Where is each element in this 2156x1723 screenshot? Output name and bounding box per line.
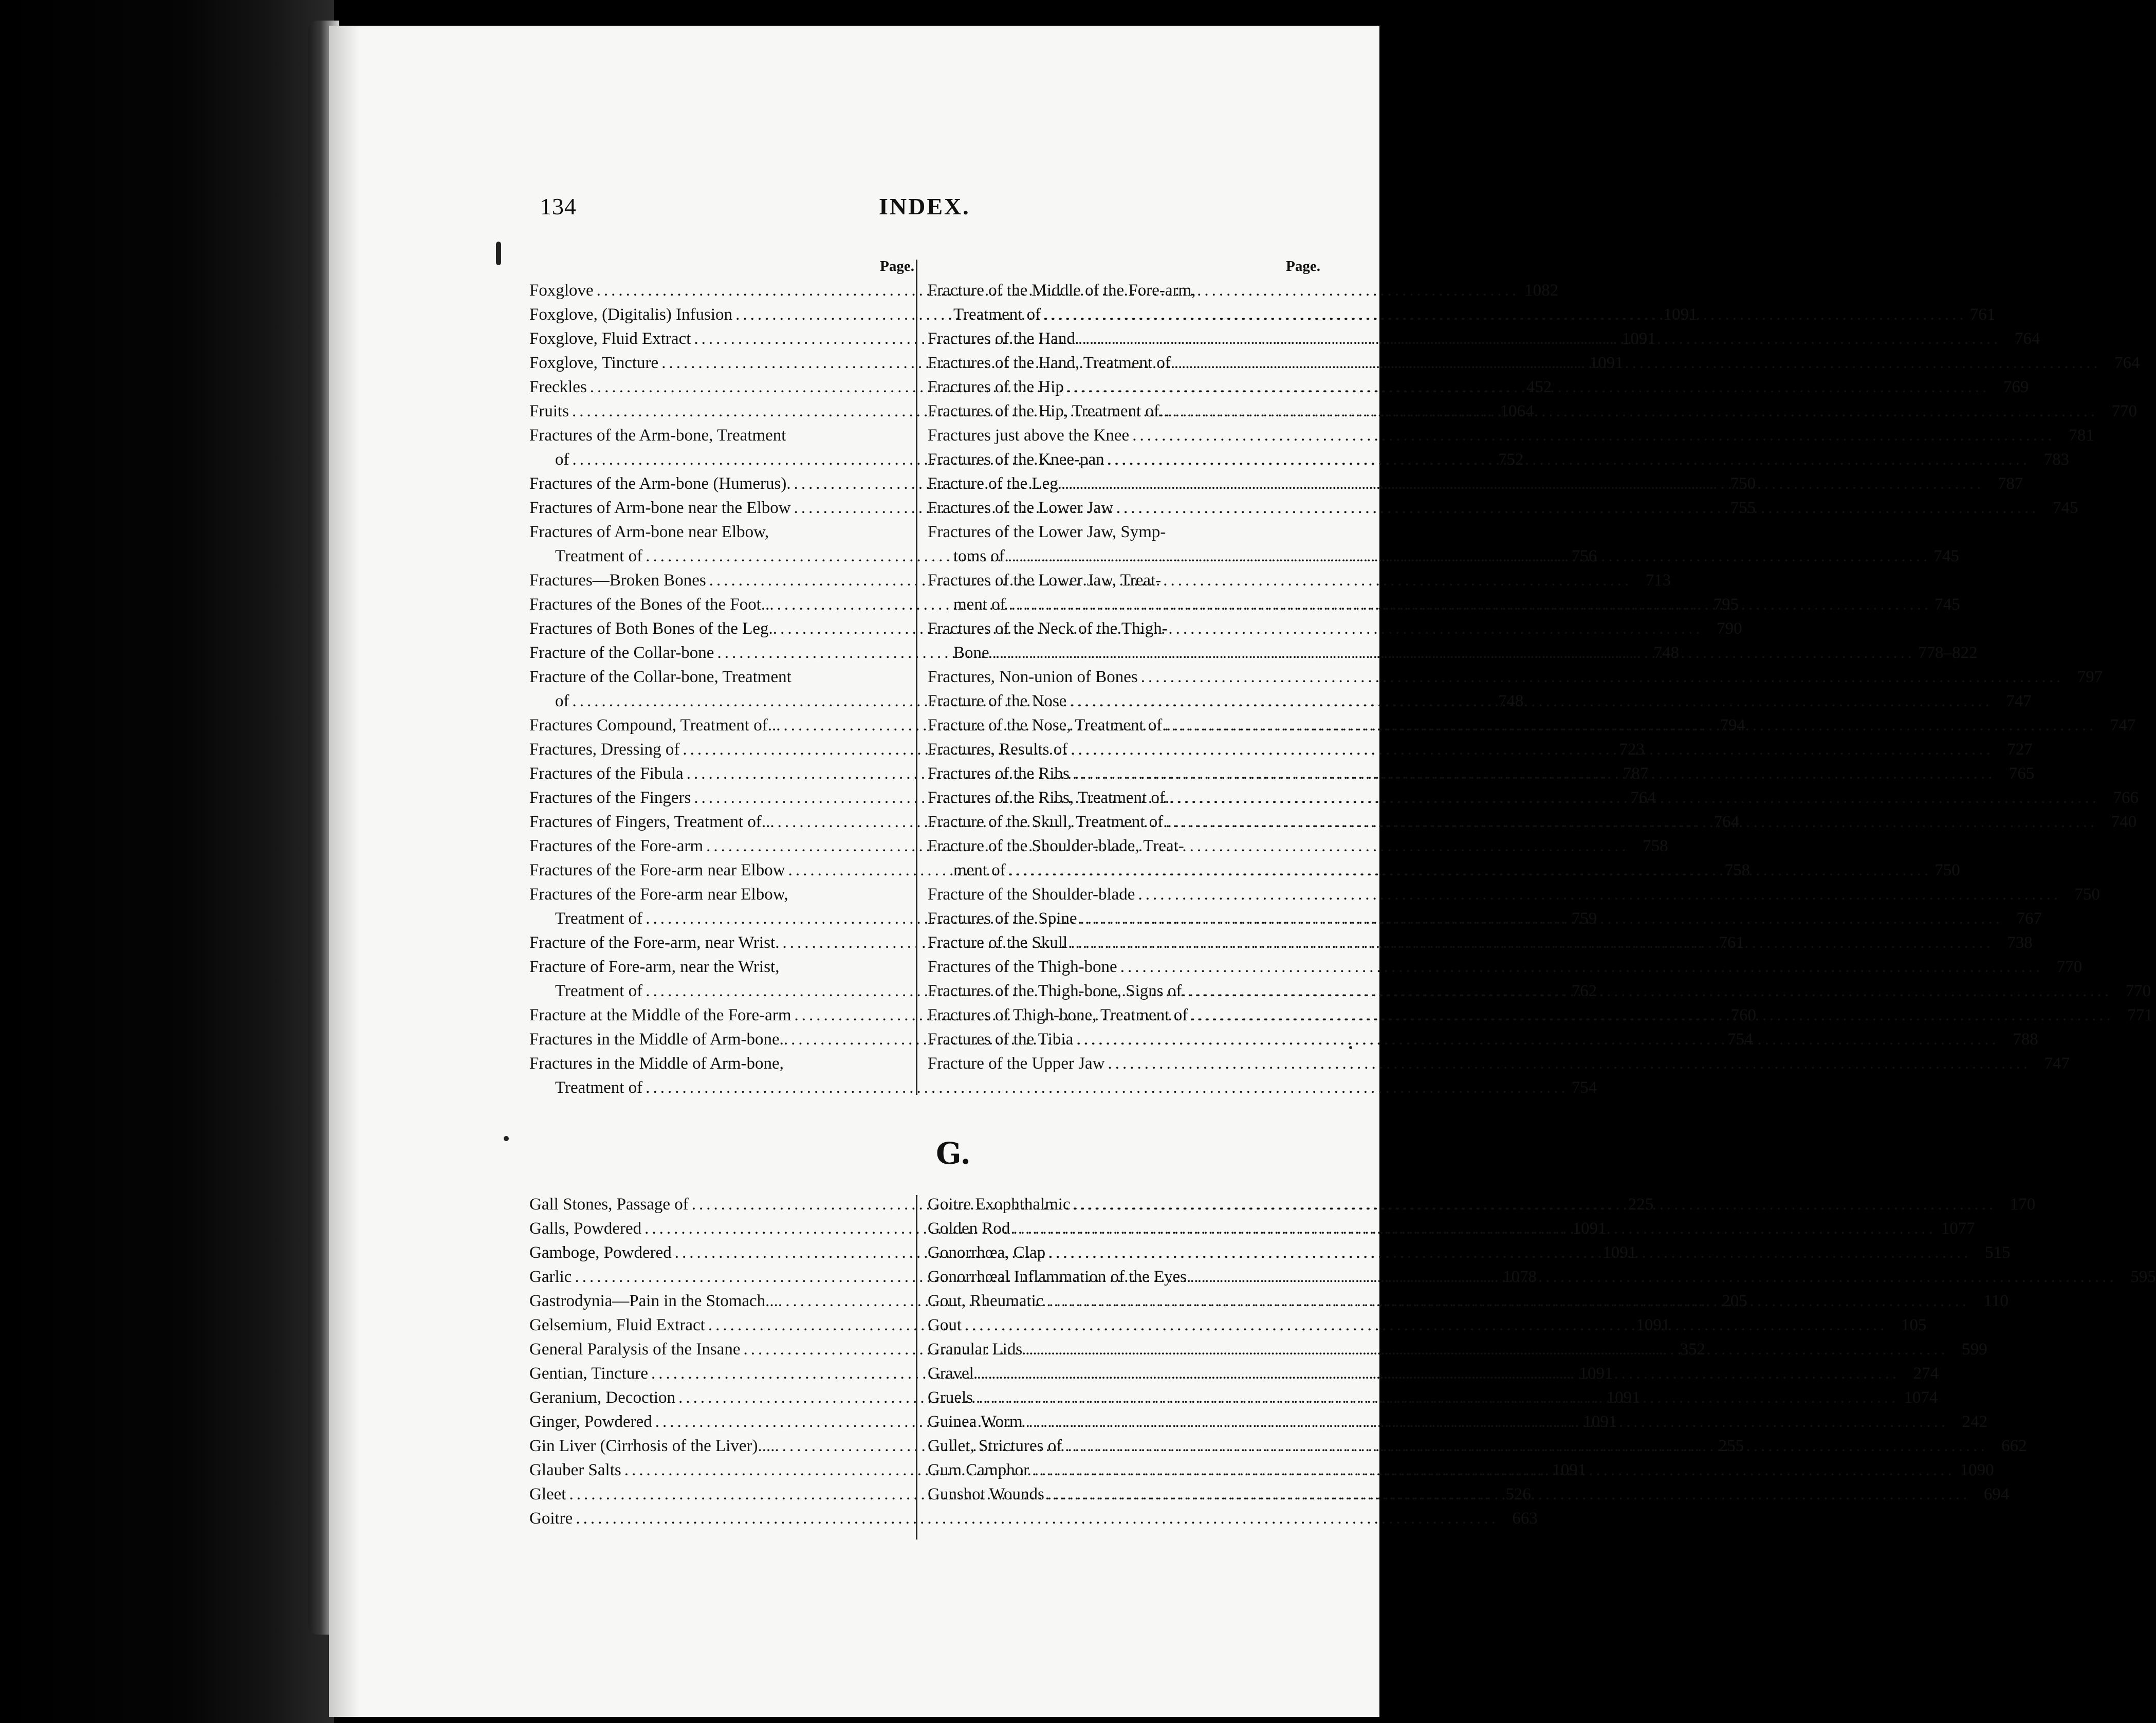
- index-term: Fractures of the Fingers: [529, 789, 691, 807]
- index-page-ref: 663: [1512, 1509, 1538, 1528]
- index-term: Glauber Salts: [529, 1461, 621, 1479]
- dot-leader: [1073, 762, 1996, 786]
- ink-speck: [1349, 1046, 1352, 1049]
- index-term: Gonorrhœal Inflammation of the Eyes.: [928, 1268, 1191, 1286]
- index-page-ref: 745: [2053, 499, 2078, 517]
- index-term: Gullet, Strictures of: [928, 1437, 1062, 1455]
- index-page-ref: 170: [2010, 1195, 2036, 1214]
- index-page-ref: 526: [1505, 1485, 1531, 1504]
- index-page-ref: 764: [2114, 354, 2140, 372]
- column-divider: [916, 260, 917, 1095]
- index-page-ref: 758: [1643, 837, 1668, 855]
- index-term: Fractures of the Hip: [928, 378, 1064, 396]
- index-page-ref: 761: [1969, 305, 1996, 324]
- index-term: Fractures, Results of: [928, 740, 1068, 759]
- index-term: Fracture of the Fore-arm, near Wrist.: [529, 933, 780, 952]
- index-page-ref: 1064: [1500, 402, 1534, 420]
- index-page-ref: 797: [2077, 668, 2103, 686]
- index-page-ref: 747: [2044, 1054, 2070, 1073]
- index-term: Fractures of the Hand: [928, 329, 1075, 348]
- index-page-ref: 769: [2003, 378, 2029, 396]
- index-term: Fractures of Thigh-bone, Treatment of: [928, 1006, 1188, 1024]
- dot-leader: [992, 644, 1915, 662]
- index-term: Gastrodynia—Pain in the Stomach....: [529, 1292, 783, 1310]
- index-term: Fracture of the Skull: [928, 933, 1068, 952]
- index-page-ref: 274: [1913, 1364, 1939, 1383]
- index-term: Fractures of the Neck of the Thigh-: [928, 619, 1168, 638]
- index-page-ref: 748: [1498, 692, 1524, 710]
- index-term: Treatment of: [555, 547, 643, 565]
- index-entry: [928, 1052, 2070, 1076]
- index-term: Gleet: [529, 1485, 566, 1504]
- index-page-ref: 1091: [1589, 354, 1624, 372]
- index-page-ref: 242: [1962, 1413, 1988, 1431]
- index-page-ref: 758: [1724, 861, 1750, 879]
- index-term: Fractures of the Fore-arm near Elbow: [529, 861, 785, 879]
- dot-leader: [1009, 595, 1932, 614]
- index-page-ref: 352: [1680, 1340, 1706, 1359]
- index-term: Fractures of the Thigh-bone: [928, 958, 1117, 976]
- dot-leader: [1026, 1410, 1949, 1434]
- page-header: [540, 193, 1311, 229]
- dot-leader: [1009, 861, 1932, 879]
- index-entry-line-last: [928, 955, 2083, 979]
- index-term: Goitre: [529, 1509, 573, 1528]
- index-page-ref: 761: [1719, 933, 1744, 952]
- index-page-ref: 767: [2016, 909, 2042, 928]
- index-term: Fracture of the Collar-bone, Treatment: [529, 668, 791, 686]
- dot-leader: [1076, 1028, 1999, 1052]
- index-term: Fractures of the Hand, Treatment of.: [928, 354, 1175, 372]
- index-term: Garlic: [529, 1268, 572, 1286]
- dot-leader: [1013, 1217, 1936, 1241]
- index-term: Foxglove, Fluid Extract: [529, 329, 691, 348]
- dot-leader: [1141, 665, 2064, 689]
- dot-leader: [1065, 1434, 1988, 1458]
- index-page-ref: 781: [2069, 426, 2094, 445]
- page-number: 134: [540, 193, 577, 219]
- index-term: Treatment of: [555, 982, 643, 1000]
- index-page-ref: 713: [1645, 571, 1671, 590]
- index-entry-line: [529, 520, 917, 544]
- index-page-ref: 205: [1722, 1292, 1747, 1310]
- dot-leader: [1008, 547, 1931, 565]
- index-term: Fracture of the Shoulder-blade: [928, 885, 1135, 904]
- index-term: Guinea Worm: [928, 1413, 1023, 1431]
- index-term: Fractures, Dressing of: [529, 740, 680, 759]
- index-page-ref: 770: [2056, 958, 2083, 976]
- index-term: Fracture of the Upper Jaw: [928, 1054, 1105, 1073]
- dot-leader: [576, 1507, 1499, 1531]
- ink-speck: [504, 1136, 509, 1141]
- index-page-ref: 1091: [1606, 1388, 1641, 1407]
- index-term: Gin Liver (Cirrhosis of the Liver).....: [529, 1437, 779, 1455]
- index-term: ment of: [953, 861, 1006, 879]
- index-term: Fractures of the Thigh-bone, Signs of.: [928, 982, 1186, 1000]
- index-term: General Paralysis of the Insane: [529, 1340, 741, 1359]
- index-term: of: [555, 450, 569, 469]
- index-term: Fractures of Arm-bone near Elbow,: [529, 523, 769, 541]
- index-term: Fracture of the Skull, Treatment of..: [928, 813, 1172, 831]
- index-page-ref: 1091: [1583, 1413, 1617, 1431]
- index-term: Fractures of the Fore-arm: [529, 837, 704, 855]
- index-page-ref: 225: [1628, 1195, 1654, 1214]
- index-page-ref: 759: [1571, 909, 1597, 928]
- index-page-ref: 255: [1718, 1437, 1744, 1455]
- index-entry-line-last: [928, 883, 2100, 907]
- index-term: Fracture of the Collar-bone: [529, 644, 714, 662]
- column-page-label: Page.: [1286, 258, 1320, 274]
- index-page-ref: 1090: [1960, 1461, 1994, 1479]
- index-entry-line: [529, 955, 917, 979]
- index-term: Fractures of the Ribs: [928, 764, 1070, 783]
- index-term: Fracture of Fore-arm, near the Wrist,: [529, 958, 780, 976]
- index-term: Gonorrhœa, Clap: [928, 1243, 1046, 1262]
- dot-leader: [1071, 738, 1994, 762]
- index-page-ref: 747: [2006, 692, 2032, 710]
- index-entry-line: [928, 279, 1323, 303]
- dot-leader: [1116, 496, 2039, 520]
- index-page-ref: 745: [1933, 547, 1959, 565]
- index-term: Gravel: [928, 1364, 974, 1383]
- dot-leader: [1189, 979, 2112, 1003]
- index-term: Fractures in the Middle of Arm-bone,: [529, 1054, 784, 1073]
- index-page-ref: 1078: [1502, 1268, 1537, 1286]
- index-page-ref: 727: [2007, 740, 2033, 759]
- dot-leader: [1120, 955, 2043, 979]
- index-page-ref: 795: [1713, 595, 1739, 614]
- index-page-ref: 756: [1571, 547, 1597, 565]
- dot-leader: [1078, 327, 2001, 351]
- scanned-page: [329, 26, 2156, 1717]
- index-term: Fractures of the Spine: [928, 909, 1077, 928]
- index-term: toms of: [953, 547, 1005, 565]
- index-term: Foxglove: [529, 281, 594, 300]
- dot-leader: [1071, 931, 1994, 955]
- index-term: Fracture of the Shoulder-blade, Treat-: [928, 837, 1184, 855]
- index-page-ref: 754: [1727, 1030, 1753, 1049]
- index-page-ref: 1091: [1572, 1219, 1607, 1238]
- index-term: Treatment of: [953, 305, 1041, 324]
- index-entry: [928, 883, 2100, 907]
- index-term: Granular Lids: [928, 1340, 1023, 1359]
- index-page-ref: 764: [1713, 813, 1740, 831]
- dot-leader: [1048, 1241, 1971, 1265]
- dot-leader: [1174, 713, 2097, 738]
- index-page-ref: 778–822: [1918, 644, 1978, 662]
- index-page-ref: 1091: [1636, 1316, 1670, 1334]
- index-page-ref: 1077: [1941, 1219, 1975, 1238]
- dot-leader: [1067, 375, 1990, 399]
- index-page-ref: 787: [1623, 764, 1649, 783]
- index-term: Gum Camphor: [928, 1461, 1029, 1479]
- index-term: Fractures of the Lower Jaw, Treat-: [928, 571, 1162, 590]
- index-term: Fracture at the Middle of the Fore-arm: [529, 1006, 791, 1024]
- index-page-ref: 1091: [1602, 1243, 1637, 1262]
- dot-leader: [976, 1386, 1899, 1410]
- dot-leader: [1061, 472, 1984, 496]
- index-term: Fractures of the Arm-bone, Treatment: [529, 426, 786, 445]
- index-page-ref: 748: [1653, 644, 1679, 662]
- index-page-ref: 762: [1571, 982, 1597, 1000]
- dot-leader: [1070, 689, 1993, 713]
- index-term: Goitre Exophthalmic: [928, 1195, 1071, 1214]
- index-page-ref: 750: [2074, 885, 2100, 904]
- index-term: Fractures of the Lower Jaw, Symp-: [928, 523, 1166, 541]
- index-page-ref: 599: [1962, 1340, 1987, 1359]
- ink-mark: [496, 242, 501, 265]
- index-term: Fractures of the Tibia: [928, 1030, 1074, 1049]
- index-page-ref: 787: [1997, 474, 2023, 493]
- index-page-ref: 794: [1720, 716, 1746, 735]
- index-page-ref: 595: [2130, 1268, 2156, 1286]
- index-term: Fractures of the Hip, Treatment of...: [928, 402, 1172, 420]
- index-entry-line-last: [928, 1052, 2070, 1076]
- index-entry-line: [928, 834, 1323, 858]
- index-page-ref: 766: [2113, 789, 2139, 807]
- index-term: Gout: [928, 1316, 962, 1334]
- index-term: Fractures of the Bones of the Foot...: [529, 595, 774, 614]
- index-entry-line: [529, 424, 917, 448]
- index-page-ref: 752: [1498, 450, 1524, 469]
- index-term: Fracture of the Nose: [928, 692, 1067, 710]
- index-page-ref: 452: [1526, 378, 1552, 396]
- dot-leader: [1046, 1289, 1969, 1313]
- index-entry: [928, 424, 2094, 448]
- dot-leader: [1074, 1193, 1997, 1217]
- index-entry: [928, 665, 2103, 689]
- index-term: Fractures of the Arm-bone (Humerus).: [529, 474, 791, 493]
- index-term: Treatment of: [555, 909, 643, 928]
- index-term: Fruits: [529, 402, 569, 420]
- index-term: Fractures of the Lower Jaw: [928, 499, 1114, 517]
- dot-leader: [1044, 305, 1967, 324]
- index-entry-line-last: [529, 1076, 1597, 1100]
- index-entry-line: [928, 569, 1323, 593]
- index-page-ref: 662: [2001, 1437, 2027, 1455]
- index-page-ref: 771: [2127, 1006, 2153, 1024]
- index-page-ref: 747: [2110, 716, 2136, 735]
- index-page-ref: 1091: [1621, 329, 1656, 348]
- index-term: Geranium, Decoction: [529, 1388, 676, 1407]
- index-term: Fractures of Arm-bone near the Elbow: [529, 499, 791, 517]
- index-term: Fracture of the Nose, Treatment of..: [928, 716, 1171, 735]
- index-term: ment of: [953, 595, 1006, 614]
- index-term: Gentian, Tincture: [529, 1364, 648, 1383]
- column-divider: [916, 1195, 917, 1539]
- dot-leader: [1175, 810, 2098, 834]
- dot-leader: [1080, 907, 2003, 931]
- dot-leader: [965, 1313, 1888, 1337]
- index-term: Ginger, Powdered: [529, 1413, 652, 1431]
- index-entry: [529, 641, 1679, 665]
- book-binding: [0, 0, 334, 1723]
- index-page-ref: 723: [1619, 740, 1645, 759]
- index-term: Fractures of the Fibula: [529, 764, 684, 783]
- index-page-ref: 760: [1730, 1006, 1756, 1024]
- index-term: Fracture of the Leg: [928, 474, 1058, 493]
- index-page-ref: 788: [2013, 1030, 2038, 1049]
- index-page-ref: 790: [1717, 619, 1742, 638]
- index-page-ref: 110: [1983, 1292, 2008, 1310]
- index-entry-line-last: [928, 665, 2103, 689]
- index-term: Fractures of the Ribs, Treatment of..: [928, 789, 1174, 807]
- index-term: Freckles: [529, 378, 587, 396]
- index-page-ref: 770: [2111, 402, 2137, 420]
- index-page-ref: 694: [1983, 1485, 2010, 1504]
- column-page-label: Page.: [880, 258, 914, 274]
- index-page-ref: 1091: [1663, 305, 1698, 324]
- index-term: Gall Stones, Passage of: [529, 1195, 689, 1214]
- dot-leader: [1108, 448, 2031, 472]
- dot-leader: [1175, 399, 2098, 424]
- index-term: Fractures in the Middle of Arm-bone..: [529, 1030, 788, 1049]
- index-term: Foxglove, Tincture: [529, 354, 659, 372]
- dot-leader: [1032, 1458, 1955, 1482]
- index-page-ref: 738: [2007, 933, 2033, 952]
- index-page-ref: 750: [1730, 474, 1756, 493]
- index-term: Gelsemium, Fluid Extract: [529, 1316, 705, 1334]
- dot-leader: [1132, 424, 2055, 448]
- section-letter-g: G.: [936, 1136, 971, 1171]
- index-page-ref: 105: [1901, 1316, 1927, 1334]
- index-term: Golden Rod: [928, 1219, 1010, 1238]
- index-term: Fracture of the Middle of the Fore-arm,: [928, 281, 1196, 300]
- index-term: Gruels: [928, 1388, 973, 1407]
- index-entry-line-last: [928, 424, 2094, 448]
- index-entry-line-last: [529, 641, 1679, 665]
- index-term: Fractures just above the Knee: [928, 426, 1130, 445]
- index-page-ref: 754: [1571, 1078, 1597, 1097]
- index-term: Gout, Rheumatic: [928, 1292, 1044, 1310]
- index-term: Fractures of the Fore-arm near Elbow,: [529, 885, 788, 904]
- index-page-ref: 1082: [1524, 281, 1559, 300]
- index-entry-line-last: [529, 1507, 1538, 1531]
- index-entry-line: [529, 1052, 917, 1076]
- index-page-ref: 764: [2014, 329, 2040, 348]
- index-term: Gunshot Wounds: [928, 1485, 1044, 1504]
- index-term: of: [555, 692, 569, 710]
- index-term: Fractures, Non-union of Bones: [928, 668, 1138, 686]
- index-term: Fractures of Fingers, Treatment of...: [529, 813, 775, 831]
- index-page-ref: 783: [2043, 450, 2070, 469]
- dot-leader: [1194, 1265, 2117, 1289]
- index-page-ref: 1091: [1552, 1461, 1587, 1479]
- index-entry: [529, 1507, 1538, 1531]
- dot-leader: [1176, 786, 2099, 810]
- index-term: Galls, Powdered: [529, 1219, 642, 1238]
- dot-leader: [646, 1078, 1569, 1097]
- index-page-ref: 755: [1730, 499, 1756, 517]
- index-page-ref: 770: [2125, 982, 2151, 1000]
- index-page-ref: 745: [1934, 595, 1960, 614]
- index-page-ref: 740: [2111, 813, 2137, 831]
- index-term: Bone: [953, 644, 989, 662]
- index-entry-line: [928, 617, 1323, 641]
- index-entry-line: [928, 520, 1323, 544]
- index-term: Fractures of the Knee-pan: [928, 450, 1104, 469]
- index-page-ref: 750: [1934, 861, 1960, 879]
- dot-leader: [1047, 1482, 1970, 1507]
- dot-leader: [1178, 351, 2101, 375]
- index-page-ref: 764: [1630, 789, 1656, 807]
- dot-leader: [977, 1362, 1900, 1386]
- index-entry-line: [529, 665, 917, 689]
- index-page-ref: 765: [2008, 764, 2035, 783]
- index-term: Treatment of: [555, 1078, 643, 1097]
- dot-leader: [1191, 1003, 2114, 1028]
- dot-leader: [1108, 1052, 2031, 1076]
- dot-leader: [1138, 883, 2061, 907]
- dot-leader: [1025, 1337, 1948, 1362]
- index-term: Fractures Compound, Treatment of...: [529, 716, 781, 735]
- index-page-ref: 515: [1985, 1243, 2011, 1262]
- index-term: Foxglove, (Digitalis) Infusion: [529, 305, 733, 324]
- index-term: Gamboge, Powdered: [529, 1243, 672, 1262]
- index-term: Fractures—Broken Bones: [529, 571, 706, 590]
- index-term: Fractures of Both Bones of the Leg..: [529, 619, 778, 638]
- page-title: INDEX.: [879, 193, 970, 219]
- index-page-ref: 1091: [1579, 1364, 1613, 1383]
- index-entry-line: [529, 883, 917, 907]
- index-entry: [928, 955, 2083, 979]
- index-page-ref: 1074: [1904, 1388, 1938, 1407]
